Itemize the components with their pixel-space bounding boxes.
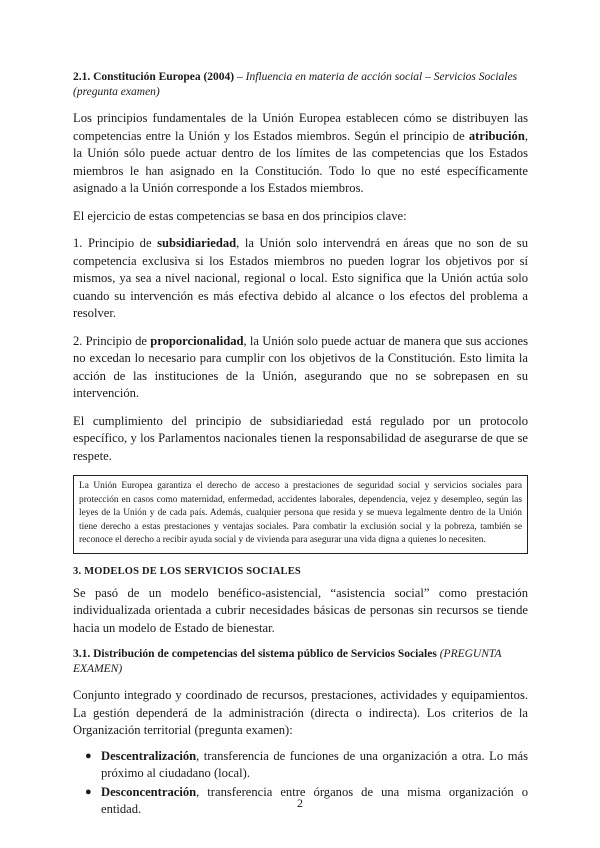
paragraph-organization: Conjunto integrado y coordinado de recursos, prestaciones, actividades y equipamientos. La gestión dependerá de la administración (directa o indirecta). Los criterios de la Organización territorial (pregunta examen): — [73, 688, 528, 737]
term-atribucion: atribución — [468, 128, 525, 143]
term-proporcionalidad: proporcionalidad — [150, 333, 244, 348]
page-content — [73, 70, 528, 820]
section-3-1-tag: (PREGUNTA EXAMEN) — [73, 648, 502, 675]
list-item: ● Descentralización, transferencia de funciones de una organización a otra. Lo más próximo al ciudadano (local). — [85, 748, 528, 780]
paragraph-models: Se pasó de un modelo benéfico-asistencial, “asistencia social” como prestación individualizada orientada a cubrir necesidades básicas de personas sin recursos se tiende hacia un modelo de Estado de bienestar. — [73, 585, 528, 635]
paragraph-proportionality: 2. Principio de proporcionalidad, la Unión solo puede actuar de manera que sus acciones no excedan lo necesario para cumplir con los objetivos de la Constitución. Esto limita la acción de las instituciones de la Unión, asegurando que no se sobrepasen en su intervención. — [73, 333, 529, 400]
section-3-heading: 3. MODELOS DE LOS SERVICIOS SOCIALES — [73, 565, 301, 577]
section-3-1-heading — [73, 647, 528, 677]
section-2-1-topic: – Influencia en materia de acción social – Servicios Sociales (pregunta examen) — [73, 71, 518, 98]
section-2-1-number: 2.1. Constitución Europea (2004) — [73, 71, 235, 83]
bullet-icon: ● — [85, 749, 92, 762]
paragraph-subsidiarity: 1. Principio de subsidiariedad, la Unión solo intervendrá en áreas que no son de su competencia exclusiva si los Estados miembros no pueden lograr los objetivos por sí mismos, ya sea a nivel nacional, regional o local. Esto significa que la Unión actúa solo cuando su intervención es más efectiva debido al alcance o los efectos del problema a resolver. — [73, 236, 528, 320]
bullet-icon: ● — [85, 785, 92, 798]
paragraph-protocol: El cumplimiento del principio de subsidiariedad está regulado por un protocolo específico, y los Parlamentos nacionales tienen la responsabilidad de asegurarse de que se respete. — [73, 413, 528, 463]
paragraph-attribution: Los principios fundamentales de la Unión Europea establecen cómo se distribuyen las competencias entre la Unión y los Estados miembros. Según el principio de atribución, la Unión sólo puede actuar dentro de los límites de las competencias que los Estados miembros le han asignado en la Constitución. Todo lo que no esté específicamente asignado a la Unión corresponde a los Estados miembros. — [73, 111, 528, 195]
paragraph-key-principles: El ejercicio de estas competencias se basa en dos principios clave: — [73, 208, 407, 223]
section-2-1-heading — [73, 70, 528, 100]
term-subsidiariedad: subsidiariedad — [157, 236, 237, 250]
boxed-note: La Unión Europea garantiza el derecho de acceso a prestaciones de seguridad social y servicios sociales para protección en casos como maternidad, enfermedad, accidentes laborales, dependencia, vejez y desempleo, según las leyes de la Unión y de cada país. Además, cualquier persona que resida y se mueva legalmente dentro de la Unión tiene derecho a estas prestaciones y ventajas sociales. Para combatir la exclusión social y la pobreza, también se reconoce el derecho a recibir ayuda social y de vivienda para asegurar una vida digna a quienes lo necesiten. — [73, 475, 528, 554]
list-item: ● Desconcentración, transferencia entre órganos de una misma organización o entidad. — [85, 784, 528, 816]
section-3-1-number: 3.1. Distribución de competencias del sistema público de Servicios Sociales — [73, 648, 437, 660]
page-number: 2 — [297, 796, 303, 810]
